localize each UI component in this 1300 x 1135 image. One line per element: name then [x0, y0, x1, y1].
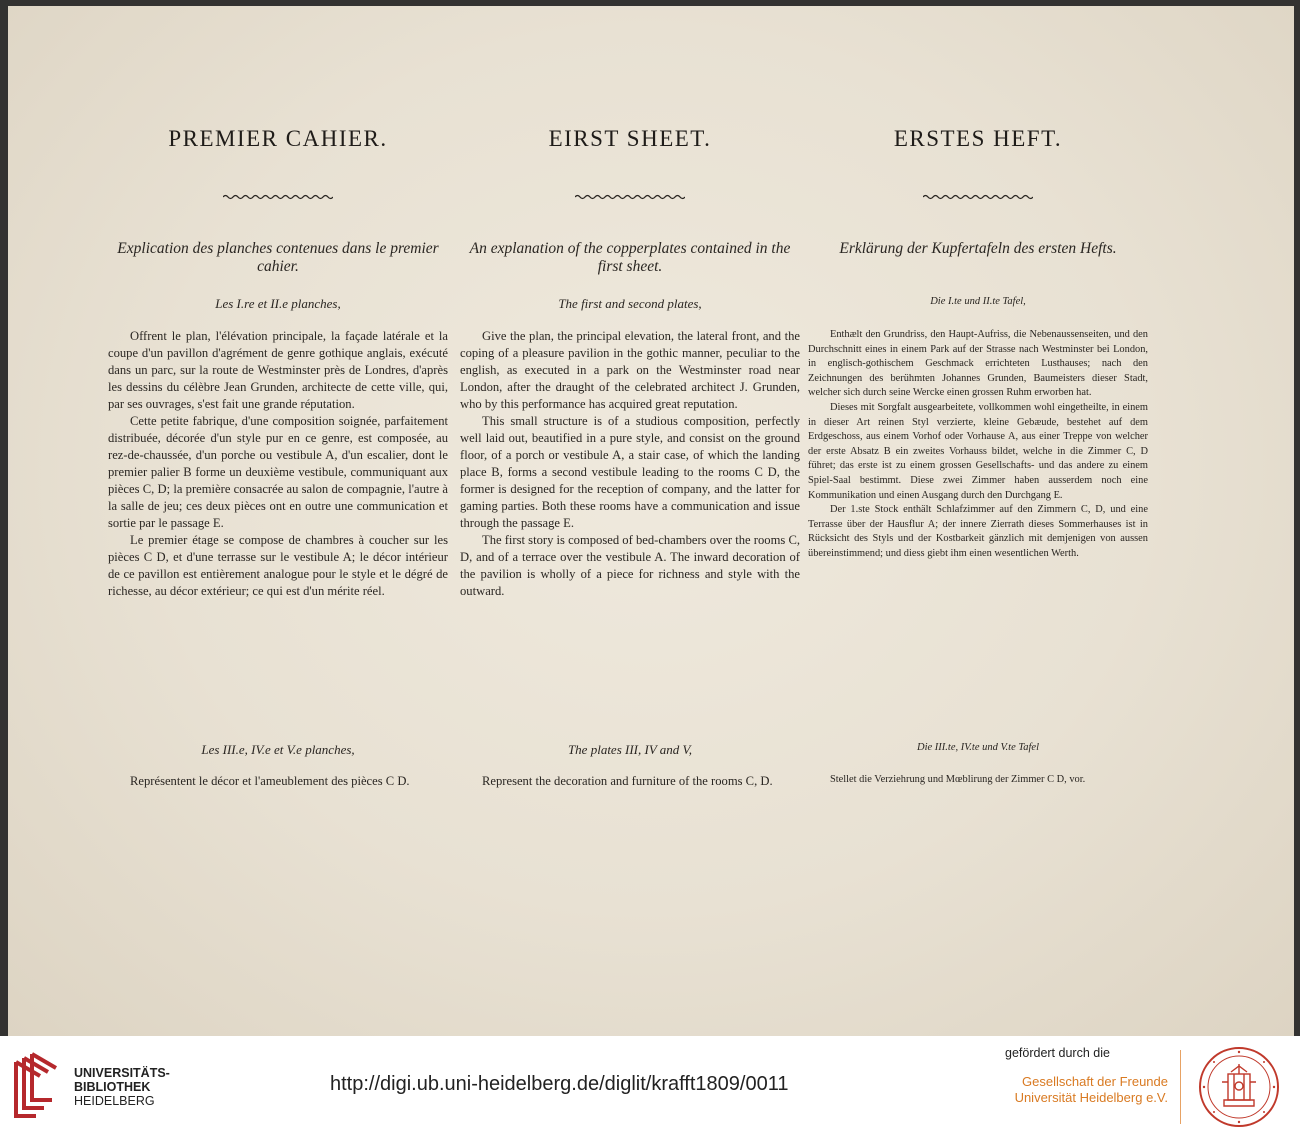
- permalink-url[interactable]: http://digi.ub.uni-heidelberg.de/diglit/krafft1809/0011: [330, 1073, 789, 1095]
- column-heading: PREMIER CAHIER.: [168, 126, 388, 151]
- paragraph: This small structure is of a studious composition, perfectly well laid out, beautified in a pure style, and consist on the ground floor, of a porch or vestibule A, a stair case, of which the landing place B, forms a second vestibule leading to the rooms C D, the former is designed for the reception of company, and the latter for gaming parties. Both these rooms have a communication and issue through the passage E.: [460, 414, 800, 530]
- body-text-2: [808, 773, 1148, 788]
- supported-by-label: gefördert durch die: [1005, 1046, 1110, 1060]
- body-text-1: [808, 328, 1148, 562]
- paragraph: Offrent le plan, l'élévation principale, la façade latérale et la coupe d'un pavillon d'agrément de genre gothique anglais, exécuté dans un parc, sur la route de Westminster près de Londres, d'après les dessins du célèbre Jean Grunden, architecte de cette ville, qui, par ses ouvrages, s'est fait une grande réputation.: [108, 329, 448, 411]
- plates-heading-2: Die III.te, IV.te und V.te Tafel: [917, 742, 1039, 753]
- digital-library-footer: [0, 1036, 1300, 1135]
- body-text-1: [460, 328, 800, 600]
- footer-divider: [1180, 1050, 1181, 1124]
- column-subtitle: Explication des planches contenues dans le premier cahier.: [117, 240, 439, 275]
- paragraph: Représentent le décor et l'ameublement des pièces C D.: [130, 774, 410, 788]
- paper-sheet: [8, 6, 1294, 1036]
- paragraph: Enthælt den Grundriss, den Haupt-Aufriss, die Nebenaussenseiten, und den Durchschnitt eines in einem Park auf der Strasse nach Westminster bei London, in englisch-gothischem Geschmack errichteten Lusthauses; nach den Zeichnungen des berühmten Johannes Grunden, Baumeisters dieser Stadt, welcher sich durch seine Wercke einen grossen Ruhm erworben hat.: [808, 329, 1148, 399]
- university-seal-icon: [1198, 1046, 1280, 1128]
- column-heading: EIRST SHEET.: [548, 126, 712, 151]
- paragraph: Represent the decoration and furniture of the rooms C, D.: [482, 774, 773, 788]
- body-text-2: [460, 773, 800, 790]
- plates-heading-1: Die I.te und II.te Tafel,: [930, 296, 1026, 307]
- ornamental-rule: [923, 193, 1033, 201]
- library-logo-icon: [12, 1052, 62, 1120]
- plates-heading-1: Les I.re et II.e planches,: [215, 296, 341, 311]
- paragraph: Stellet die Verziehrung und Mœblirung der Zimmer C D, vor.: [830, 774, 1086, 785]
- paragraph: Le premier étage se compose de chambres à coucher sur les pièces C D, et d'une terrasse sur le vestibule A; le décor intérieur de ce pavillon est entièrement analogue pour le style et le dégré de richesse, au décor extérieur; ce qui est d'un mérite réel.: [108, 533, 448, 598]
- library-name-line: HEIDELBERG: [74, 1094, 155, 1108]
- column-heading: ERSTES HEFT.: [893, 126, 1063, 151]
- plates-heading-2: The plates III, IV and V,: [567, 742, 693, 757]
- ornamental-rule: [575, 193, 685, 201]
- society-name: [1000, 1074, 1168, 1106]
- paragraph: Der 1.ste Stock enthält Schlafzimmer auf den Zimmern C, D, und eine Terrasse über der Hausflur A; der innere Zierrath dieses Sommerhauses ist in Rücksicht des Styls und der Kostbarkeit gänzlich mit demjenigen von aussen übereinstimmend; und diess giebt ihm einen wesentlichen Werth.: [808, 504, 1148, 559]
- paragraph: Dieses mit Sorgfalt ausgearbeitete, vollkommen wohl eingetheilte, in einem in dieser Art reinen Styl verzierte, kleine Gebæude, bestehet auf dem Erdgeschoss, aus einem Vorhof oder Vorhause A, aus einer Treppe von welcher der erste Absatz B ein zweites Vorhauss bildet, welche in die Zimmer C, D führet; das erste ist zu einem grossen Gesellschafts- und das andere zu einem Spiel-Saal bestimmt. Diese zwei Zimmer haben ausserdem noch eine Kommunikation und einen Ausgang durch den Durchgang E.: [808, 401, 1148, 501]
- plates-heading-2: Les III.e, IV.e et V.e planches,: [201, 742, 355, 757]
- paragraph: Cette petite fabrique, d'une composition soignée, parfaitement distribuée, décorée d'un style pur en ce genre, est composée, au rez-de-chaussée, d'un porche ou vestibule A, d'un escalier, dont le premier palier B forme un deuxième vestibule, communiquant aux pièces C, D; la première consacrée au salon de compagnie, l'autre à la salle de jeu; ces deux pièces ont en outre une communication et sortie par le passage E.: [108, 414, 448, 530]
- column-subtitle: Erklärung der Kupfertafeln des ersten Hefts.: [839, 240, 1117, 257]
- body-text-2: [108, 773, 448, 790]
- plates-heading-1: The first and second plates,: [558, 296, 702, 311]
- column-subtitle: An explanation of the copperplates contained in the first sheet.: [469, 240, 791, 275]
- library-name: [74, 1066, 170, 1108]
- library-name-line: UNIVERSITÄTS-: [74, 1066, 170, 1080]
- library-name-line: BIBLIOTHEK: [74, 1080, 151, 1094]
- paragraph: Give the plan, the principal elevation, the lateral front, and the coping of a pleasure pavilion in the gothic manner, peculiar to the english, as executed in a park on the Westminster road near London, after the draught of the celebrated architect J. Grunden, who by this performance has acquired great reputation.: [460, 329, 800, 411]
- ornamental-rule: [223, 193, 333, 201]
- society-name-line: Gesellschaft der Freunde: [1022, 1074, 1168, 1089]
- body-text-1: [108, 328, 448, 600]
- paragraph: The first story is composed of bed-chambers over the rooms C, D, and of a terrace over the vestibule A. The inward decoration of the pavilion is wholly of a piece for richness and style with the outward.: [460, 533, 800, 598]
- society-name-line: Universität Heidelberg e.V.: [1014, 1090, 1168, 1105]
